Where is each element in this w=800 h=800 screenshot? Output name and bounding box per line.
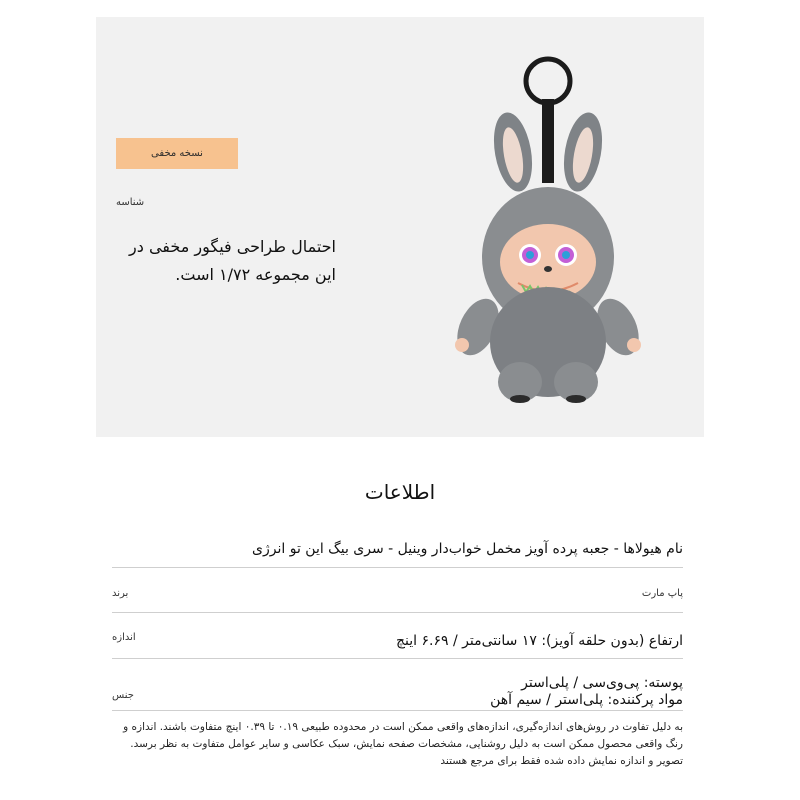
keyring-icon	[526, 59, 570, 183]
brand-row	[112, 580, 683, 613]
secret-probability-text: احتمال طراحی فیگور مخفی در این مجموعه ۱/۷۲ است.	[129, 237, 336, 284]
section-title-info: اطلاعات	[364, 480, 436, 504]
size-value: ارتفاع (بدون حلقه آویز): ۱۷ سانتی‌متر / ۶.۶۹ اینچ	[396, 633, 683, 649]
brand-label: برند	[112, 588, 129, 599]
product-name-row	[112, 535, 683, 568]
product-hero	[96, 17, 704, 437]
secret-edition-badge: نسخه مخفی	[116, 138, 238, 169]
disclaimer-note: به دلیل تفاوت در روش‌های اندازه‌گیری، اندازه‌های واقعی ممکن است در محدوده طبیعی ۰.۱۹ تا ۰.۳۹ اینچ متفاوت باشند. اندازه و رنگ واقعی محصول ممکن است به دلیل روشنایی، مشخصات صفحه نمایش، سبک عکاسی و سایر عوامل متفاوت به نظر برسد. تصویر و اندازه نمایش داده شده فقط برای مرجع هستند	[123, 721, 683, 767]
brand-value: پاپ مارت	[641, 588, 683, 599]
product-name: نام هیولاها - جعبه پرده آویز مخمل خواب‌دار وینیل - سری بیگ این تو انرژی	[252, 541, 683, 557]
size-label: اندازه	[112, 632, 136, 643]
material-label: جنس	[112, 690, 134, 701]
material-filling: مواد پرکننده: پلی‌استر / سیم آهن	[490, 692, 683, 708]
plush-figure-icon	[448, 47, 648, 407]
material-shell: پوسته: پی‌وی‌سی / پلی‌استر	[521, 675, 683, 691]
size-row	[112, 625, 683, 659]
identifier-label: شناسه	[116, 197, 145, 208]
material-row	[112, 672, 683, 711]
